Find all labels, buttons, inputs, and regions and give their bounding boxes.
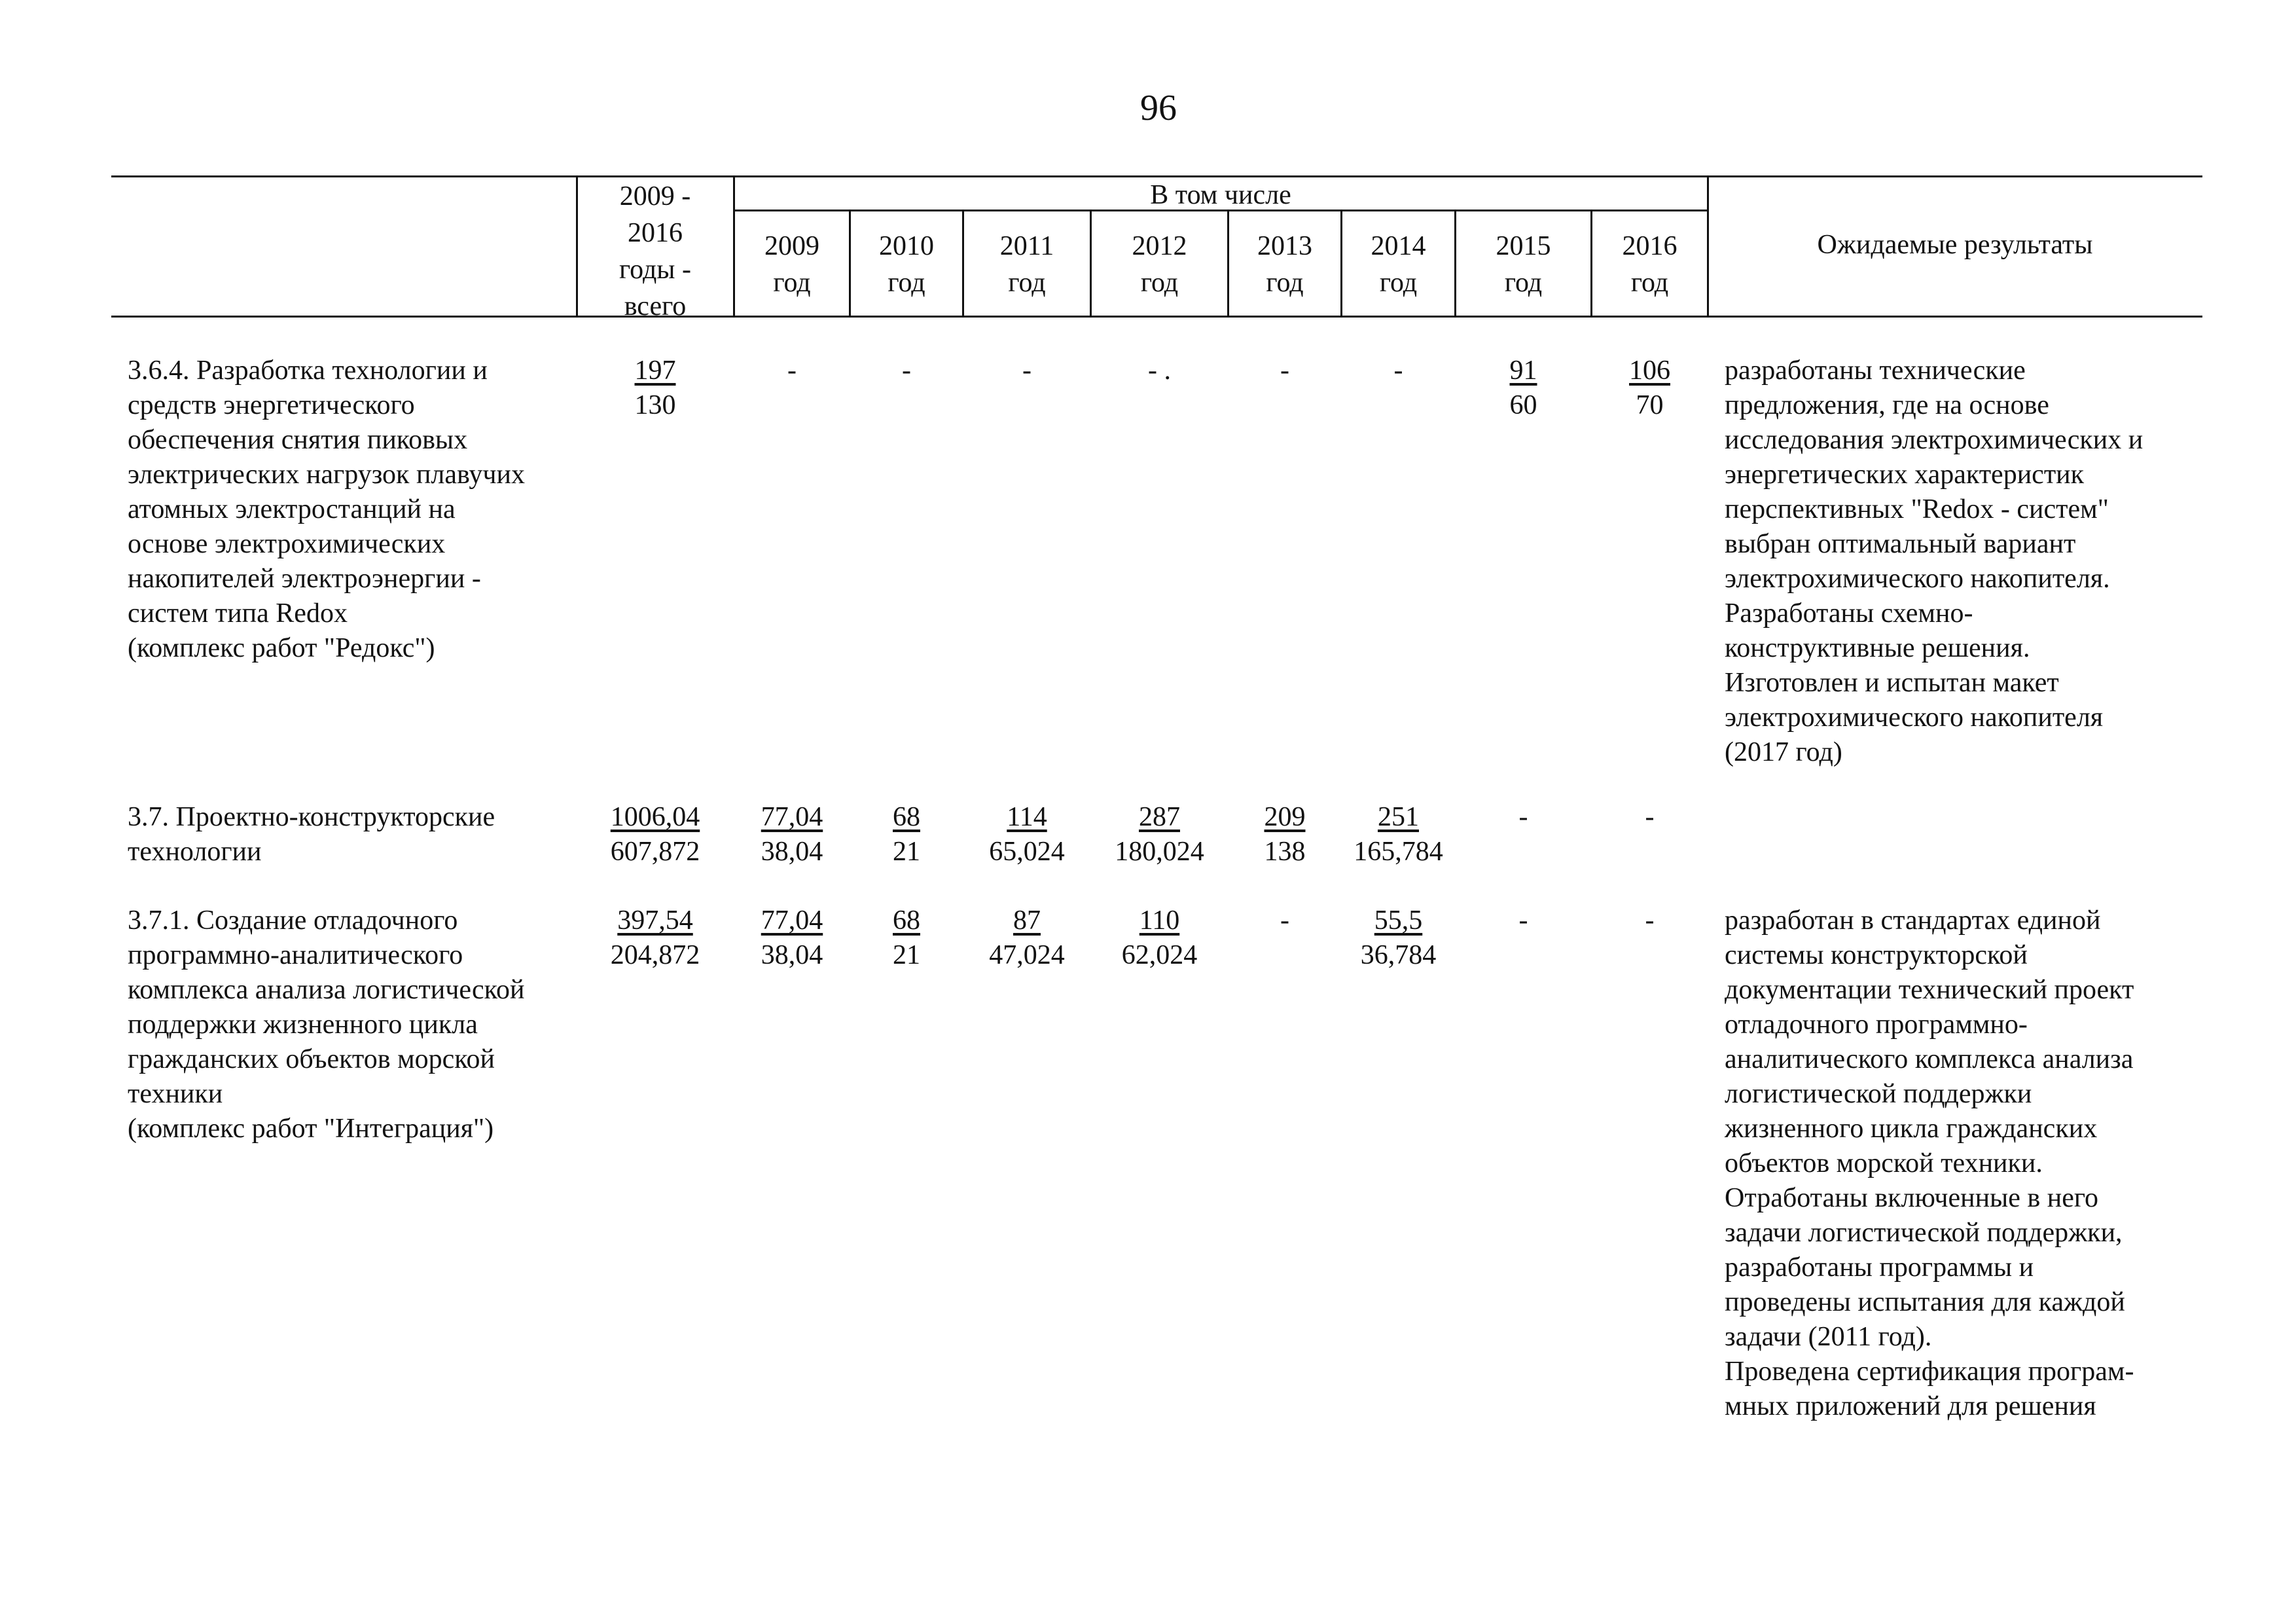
row-3-7-1-total <box>579 903 731 973</box>
result-line: отладочного программно- <box>1725 1010 2028 1040</box>
result-line: задачи логистической поддержки, <box>1725 1218 2123 1248</box>
row-3-7-2009 <box>735 800 849 869</box>
header-total-line: годы - <box>619 255 692 285</box>
row-3-7-1-results <box>1725 903 2222 1424</box>
result-line: Разработаны схемно- <box>1725 598 1973 629</box>
label-line: средств энергетического <box>128 390 415 420</box>
result-line: документации технический проект <box>1725 975 2134 1005</box>
row-3-6-4-2009: - <box>787 356 797 386</box>
result-line: жизненного цикла гражданских <box>1725 1114 2098 1144</box>
row-3-6-4-2013: - <box>1280 356 1289 386</box>
value-bottom: 60 <box>1509 390 1537 420</box>
header-year: 2009 <box>764 231 819 261</box>
result-line: системы конструкторской <box>1725 940 2028 970</box>
result-line: предложения, где на основе <box>1725 390 2049 420</box>
result-line: исследования электрохимических и <box>1725 425 2144 455</box>
label-line: программно-аналитического <box>128 940 463 970</box>
value-top: 68 <box>893 905 920 936</box>
value-top: 287 <box>1139 802 1180 832</box>
header-unit: год <box>1140 268 1179 298</box>
header-unit: год <box>1266 268 1304 298</box>
value-bottom: 21 <box>893 837 920 867</box>
row-3-7-1-label <box>128 903 586 1146</box>
label-line: обеспечения снятия пиковых <box>128 425 468 455</box>
value-top: 1006,04 <box>610 802 700 832</box>
header-unit: год <box>1504 268 1543 298</box>
header-total-line: 2016 <box>628 218 683 248</box>
value-bottom: 47,024 <box>989 940 1065 970</box>
header-year-2016 <box>1592 228 1707 301</box>
page-number: 96 <box>1140 88 1177 128</box>
value-bottom: 38,04 <box>761 837 823 867</box>
value-top: 68 <box>893 802 920 832</box>
row-3-7-2015: - <box>1518 802 1528 832</box>
result-line: объектов морской техники. <box>1725 1148 2043 1178</box>
col-divider-results <box>1707 175 1709 317</box>
header-year-2011 <box>964 228 1090 301</box>
value-top: 87 <box>1013 905 1041 936</box>
row-3-7-1-2011 <box>964 903 1090 973</box>
header-bottom-rule <box>111 316 2202 318</box>
row-3-6-4-results <box>1725 354 2222 770</box>
label-line: электрических нагрузок плавучих <box>128 460 526 490</box>
result-line: разработан в стандартах единой <box>1725 905 2101 936</box>
header-unit: год <box>1379 268 1418 298</box>
row-3-7-2010 <box>851 800 962 869</box>
row-3-6-4-2016 <box>1592 354 1707 423</box>
row-3-6-4-2012: - . <box>1148 356 1171 386</box>
value-top: 114 <box>1007 802 1047 832</box>
header-total-line: всего <box>624 291 687 321</box>
row-3-7-2013 <box>1229 800 1340 869</box>
label-line: (комплекс работ "Интеграция") <box>128 1114 494 1144</box>
header-year: 2016 <box>1622 231 1677 261</box>
header-year: 2014 <box>1371 231 1426 261</box>
label-line: накопителей электроэнергии - <box>128 564 481 594</box>
row-3-7-2014 <box>1342 800 1454 869</box>
row-3-7-1-2010 <box>851 903 962 973</box>
row-3-6-4-2010: - <box>902 356 911 386</box>
header-results: Ожидаемые результаты <box>1817 230 2093 260</box>
result-line: Проведена сертификация програм- <box>1725 1357 2134 1387</box>
label-line: технологии <box>128 837 262 867</box>
result-line: проведены испытания для каждой <box>1725 1287 2125 1317</box>
row-3-7-2012 <box>1092 800 1227 869</box>
label-line: комплекса анализа логистической <box>128 975 525 1005</box>
label-line: поддержки жизненного цикла <box>128 1010 478 1040</box>
row-3-7-1-2016: - <box>1645 905 1655 936</box>
header-year-2009 <box>735 228 849 301</box>
result-line: электрохимического накопителя. <box>1725 564 2110 594</box>
result-line: конструктивные решения. <box>1725 633 2030 663</box>
row-3-6-4-label <box>128 354 586 666</box>
header-year: 2011 <box>999 231 1054 261</box>
header-year: 2015 <box>1496 231 1551 261</box>
header-total-line: 2009 - <box>619 181 691 211</box>
value-top: 110 <box>1139 905 1180 936</box>
result-line: разработаны программы и <box>1725 1252 2034 1283</box>
header-unit: год <box>773 268 811 298</box>
value-top: 209 <box>1264 802 1306 832</box>
header-unit: год <box>888 268 925 298</box>
row-3-7-2016: - <box>1645 802 1655 832</box>
value-top: 55,5 <box>1374 905 1423 936</box>
value-top: 251 <box>1378 802 1419 832</box>
row-3-7-1-2013: - <box>1280 905 1289 936</box>
header-year: 2012 <box>1132 231 1187 261</box>
row-3-6-4-2014: - <box>1393 356 1403 386</box>
header-total <box>579 178 731 325</box>
label-line: гражданских объектов морской <box>128 1044 495 1074</box>
row-3-7-1-2012 <box>1092 903 1227 973</box>
row-3-7-label <box>128 800 586 869</box>
value-bottom: 36,784 <box>1360 940 1437 970</box>
row-3-6-4-2011: - <box>1022 356 1031 386</box>
value-bottom: 204,872 <box>610 940 700 970</box>
result-line: электрохимического накопителя <box>1725 702 2104 733</box>
result-line: разработаны технические <box>1725 356 2026 386</box>
header-year: 2010 <box>879 231 934 261</box>
value-bottom: 607,872 <box>610 837 700 867</box>
value-bottom: 70 <box>1636 390 1664 420</box>
value-top: 106 <box>1629 356 1670 386</box>
header-year-2013 <box>1229 228 1340 301</box>
label-line: техники <box>128 1079 223 1109</box>
header-year: 2013 <box>1257 231 1312 261</box>
result-line: энергетических характеристик <box>1725 460 2085 490</box>
value-top: 91 <box>1509 356 1537 386</box>
value-bottom: 180,024 <box>1115 837 1204 867</box>
label-line: 3.7.1. Создание отладочного <box>128 905 458 936</box>
label-line: 3.6.4. Разработка технологии и <box>128 356 488 386</box>
header-year-2012 <box>1092 228 1227 301</box>
header-unit: год <box>1630 268 1669 298</box>
result-line: аналитического комплекса анализа <box>1725 1044 2134 1074</box>
label-line: систем типа Redox <box>128 598 348 629</box>
header-unit: год <box>1008 268 1046 298</box>
row-3-7-1-2015: - <box>1518 905 1528 936</box>
value-bottom: 138 <box>1264 837 1306 867</box>
result-line: (2017 год) <box>1725 737 1842 767</box>
value-bottom: 38,04 <box>761 940 823 970</box>
header-year-2014 <box>1342 228 1454 301</box>
row-3-7-total <box>579 800 731 869</box>
value-top: 197 <box>634 356 676 386</box>
value-bottom: 130 <box>634 390 676 420</box>
result-line: выбран оптимальный вариант <box>1725 529 2076 559</box>
col-divider-total-left <box>576 175 578 317</box>
value-bottom: 165,784 <box>1354 837 1443 867</box>
label-line: (комплекс работ "Редокс") <box>128 633 435 663</box>
header-group-label: В том числе <box>1150 180 1291 210</box>
value-top: 77,04 <box>761 905 823 936</box>
result-line: задачи (2011 год). <box>1725 1322 1932 1352</box>
label-line: 3.7. Проектно-конструкторские <box>128 802 495 832</box>
value-bottom: 62,024 <box>1121 940 1198 970</box>
result-line: логистической поддержки <box>1725 1079 2032 1109</box>
row-3-7-1-2009 <box>735 903 849 973</box>
value-top: 77,04 <box>761 802 823 832</box>
result-line: мных приложений для решения <box>1725 1391 2096 1421</box>
row-3-6-4-2015 <box>1456 354 1590 423</box>
value-bottom: 21 <box>893 940 920 970</box>
label-line: атомных электростанций на <box>128 494 456 524</box>
header-year-2015 <box>1456 228 1590 301</box>
row-3-7-1-2014 <box>1342 903 1454 973</box>
row-3-6-4-total <box>579 354 731 423</box>
value-bottom: 65,024 <box>989 837 1065 867</box>
result-line: Изготовлен и испытан макет <box>1725 668 2059 698</box>
label-line: основе электрохимических <box>128 529 446 559</box>
result-line: Отработаны включенные в него <box>1725 1183 2099 1213</box>
row-3-7-2011 <box>964 800 1090 869</box>
value-top: 397,54 <box>617 905 693 936</box>
result-line: перспективных "Redox - систем" <box>1725 494 2109 524</box>
header-year-2010 <box>851 228 962 301</box>
